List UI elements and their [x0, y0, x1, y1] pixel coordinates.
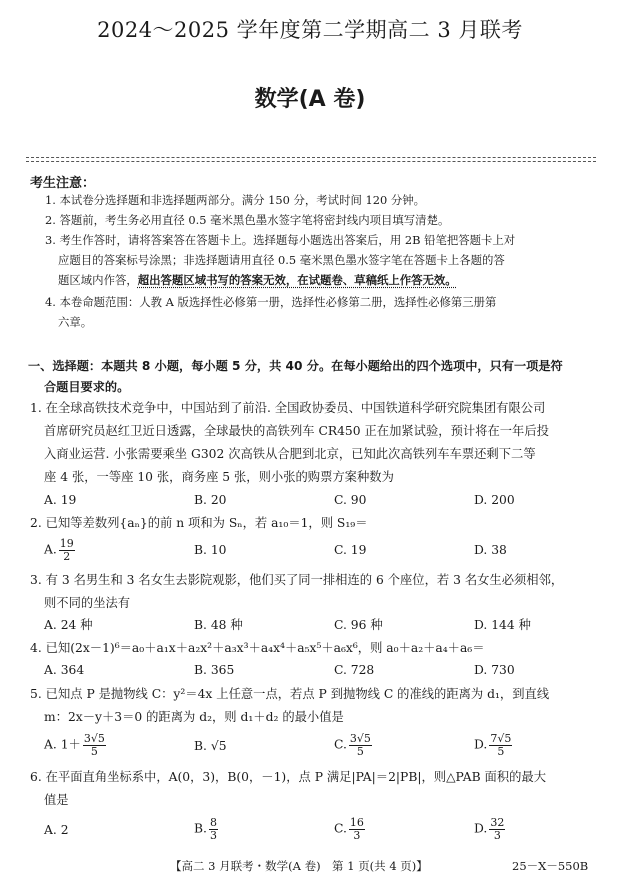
question-2-option-a-fraction — [59, 538, 75, 562]
question-6-option-c-label: C. — [334, 821, 347, 836]
fraction-denominator: 5 — [497, 744, 505, 758]
question-5-line-1: 5. 已知点 P 是抛物线 C：y²＝4x 上任意一点，若点 P 到抛物线 C 的准线的距离为 d₁，到直线 — [30, 687, 550, 701]
page-footer: 【高二 3 月联考・数学(A 卷) 第 1 页(共 4 页)】 — [170, 859, 428, 873]
fraction-denominator: 3 — [353, 828, 361, 842]
question-1-option-b: B. 20 — [194, 493, 227, 507]
question-6-option-c-fraction — [349, 817, 365, 841]
question-5-option-c-fraction — [349, 733, 372, 757]
fraction-denominator: 3 — [493, 828, 501, 842]
notice-warning: 超出答题区域书写的答案无效，在试题卷、草稿纸上作答无效。 — [137, 273, 457, 287]
question-1-line-4: 座 4 张，一等座 10 张，商务座 5 张，则小张的购票方案种数为 — [44, 470, 394, 484]
question-3-option-c: C. 96 种 — [334, 618, 383, 632]
question-6-line-2: 值是 — [44, 793, 69, 807]
question-3-option-a: A. 24 种 — [44, 618, 93, 632]
question-2-option-a-label: A. — [44, 542, 57, 557]
question-3-line-2: 则不同的坐法有 — [44, 596, 131, 610]
question-6-option-b-label: B. — [194, 821, 207, 836]
fraction-denominator: 5 — [90, 744, 98, 758]
notice-heading: 考生注意： — [30, 176, 96, 191]
question-1-option-a: A. 19 — [44, 493, 77, 507]
question-4-option-c: C. 728 — [334, 663, 375, 677]
question-1-line-3: 入商业运营. 小张需要乘坐 G302 次高铁从合肥到北京，已知此次高铁列车车票还剩下二等 — [44, 447, 536, 461]
question-5-option-a-fraction — [83, 733, 106, 757]
exam-subtitle: 数学(A 卷) — [254, 87, 366, 112]
question-3-line-1: 3. 有 3 名男生和 3 名女生去影院观影，他们买了同一排相连的 6 个座位，若 3 名女生必须相邻， — [30, 573, 564, 587]
question-6-option-d — [474, 817, 505, 841]
question-1-line-2: 首席研究员赵红卫近日透露，全球最快的高铁列车 CR450 正在加紧试验，预计将在一年后投 — [44, 424, 549, 438]
question-6-line-1: 6. 在平面直角坐标系中，A(0，3)，B(0，－1)，点 P 满足|PA|＝2|PB|，则△PAB 面积的最大 — [30, 770, 547, 784]
question-3-option-d: D. 144 种 — [474, 618, 531, 632]
fraction-numerator: 3√5 — [83, 732, 105, 745]
fraction-numerator: 32 — [490, 816, 505, 829]
question-2-option-b: B. 10 — [194, 543, 227, 557]
paper-code: 25－X－550B — [512, 859, 589, 873]
question-1-option-c: C. 90 — [334, 493, 367, 507]
fraction-numerator: 3√5 — [349, 732, 371, 745]
question-4-line-1: 4. 已知(2x－1)⁶＝a₀＋a₁x＋a₂x²＋a₃x³＋a₄x⁴＋a₅x⁵＋a₆x⁶，则 a₀＋a₂＋a₄＋a₆＝ — [30, 641, 485, 655]
fraction-numerator: 7√5 — [490, 732, 512, 745]
notice-line-2: 2. 答题前，考生务必用直径 0.5 毫米黑色墨水签字笔将密封线内项目填写清楚。 — [45, 213, 450, 227]
question-2-option-a — [44, 538, 75, 562]
divider-top-second — [26, 161, 596, 162]
notice-line-3-cont: 应题目的答案标号涂黑；非选择题请用直径 0.5 毫米黑色墨水签字笔在答题卡上各题的答 — [58, 253, 505, 267]
notice-line-3-end — [58, 275, 457, 286]
question-5-option-c-label: C. — [334, 737, 347, 752]
fraction-numerator: 8 — [209, 816, 217, 829]
question-1-line-1: 1. 在全球高铁技术竞争中，中国站到了前沿. 全国政协委员、中国铁道科学研究院集团有限公司 — [30, 401, 546, 415]
question-2-option-c: C. 19 — [334, 543, 367, 557]
question-4-option-b: B. 365 — [194, 663, 235, 677]
fraction-numerator: 19 — [59, 537, 74, 550]
question-6-option-b — [194, 817, 218, 841]
question-6-option-b-fraction — [209, 817, 218, 841]
notice-line-4-cont: 六章。 — [58, 315, 93, 329]
question-5-option-b: B. √5 — [194, 739, 227, 753]
notice-line-3-end-text: 题区域内作答， — [58, 273, 138, 287]
question-5-option-a — [44, 733, 106, 757]
section-heading-cont: 合题目要求的。 — [44, 380, 130, 394]
section-heading: 一、选择题：本题共 8 小题，每小题 5 分，共 40 分。在每小题给出的四个选项中，只有一项是符 — [28, 359, 563, 373]
fraction-denominator: 3 — [209, 828, 217, 842]
notice-line-3: 3. 考生作答时，请将答案答在答题卡上。选择题每小题选出答案后，用 2B 铅笔把答题卡上对 — [45, 233, 516, 247]
question-5-option-a-label: A. 1＋ — [44, 737, 81, 752]
question-6-option-d-label: D. — [474, 821, 488, 836]
fraction-denominator: 2 — [63, 549, 71, 563]
fraction-numerator: 16 — [349, 816, 364, 829]
exam-title: 2024～2025 学年度第二学期高二 3 月联考 — [97, 18, 523, 42]
question-6-option-d-fraction — [489, 817, 505, 841]
question-4-option-d: D. 730 — [474, 663, 515, 677]
question-3-option-b: B. 48 种 — [194, 618, 243, 632]
question-2-option-d: D. 38 — [474, 543, 507, 557]
question-5-option-d-label: D. — [474, 737, 488, 752]
question-4-option-a: A. 364 — [44, 663, 85, 677]
fraction-denominator: 5 — [356, 744, 364, 758]
question-6-option-a: A. 2 — [44, 823, 69, 837]
question-2-line-1: 2. 已知等差数列{aₙ}的前 n 项和为 Sₙ，若 a₁₀＝1，则 S₁₉＝ — [30, 516, 368, 530]
divider-top — [26, 157, 596, 158]
question-5-option-d — [474, 733, 512, 757]
question-5-option-c — [334, 733, 372, 757]
question-6-option-c — [334, 817, 365, 841]
notice-line-1: 1. 本试卷分选择题和非选择题两部分。满分 150 分，考试时间 120 分钟。 — [45, 193, 426, 207]
notice-line-4: 4. 本卷命题范围：人教 A 版选择性必修第一册，选择性必修第二册，选择性必修第三册第 — [45, 295, 497, 309]
question-5-line-2: m：2x－y＋3＝0 的距离为 d₂，则 d₁＋d₂ 的最小值是 — [44, 710, 344, 724]
question-1-option-d: D. 200 — [474, 493, 515, 507]
question-5-option-d-fraction — [489, 733, 512, 757]
